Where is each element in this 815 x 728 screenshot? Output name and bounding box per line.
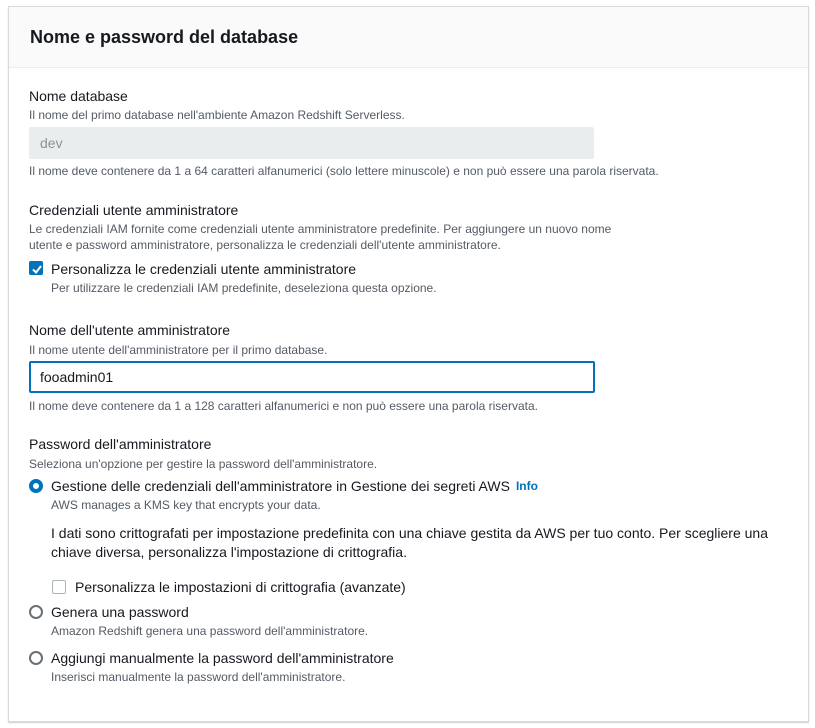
customize-credentials-checkbox[interactable] bbox=[29, 261, 43, 275]
manual-password-radio[interactable] bbox=[29, 651, 43, 665]
generate-password-radio[interactable] bbox=[29, 605, 43, 619]
check-icon bbox=[30, 262, 44, 276]
db-name-description: Il nome del primo database nell'ambiente Amazon Redshift Serverless. bbox=[29, 108, 405, 122]
manual-password-label[interactable]: Aggiungi manualmente la password dell'amministratore bbox=[51, 650, 394, 666]
secrets-manager-radio[interactable] bbox=[29, 479, 43, 493]
db-name-input[interactable]: dev bbox=[29, 127, 594, 159]
panel-header bbox=[9, 7, 808, 68]
admin-user-description: Il nome utente dell'amministratore per il primo database. bbox=[29, 343, 328, 357]
admin-credentials-description-1: Le credenziali IAM fornite come credenziali utente amministratore predefinite. Per aggiungere un nuovo nome bbox=[29, 222, 612, 236]
generate-password-label[interactable]: Genera una password bbox=[51, 604, 189, 620]
customize-credentials-label[interactable]: Personalizza le credenziali utente amministratore bbox=[51, 261, 357, 277]
secrets-manager-option[interactable] bbox=[51, 478, 538, 494]
customize-encryption-label[interactable]: Personalizza le impostazioni di crittografia (avanzate) bbox=[75, 579, 406, 595]
db-name-constraint: Il nome deve contenere da 1 a 64 caratteri alfanumerici (solo lettere minuscole) e non può essere una parola riservata. bbox=[29, 164, 659, 178]
customize-encryption-checkbox[interactable] bbox=[52, 580, 66, 594]
admin-password-description: Seleziona un'opzione per gestire la password dell'amministratore. bbox=[29, 457, 378, 471]
admin-user-input[interactable]: fooadmin01 bbox=[29, 361, 595, 393]
info-link[interactable]: Info bbox=[515, 479, 538, 493]
manual-password-description: Inserisci manualmente la password dell'amministratore. bbox=[51, 670, 346, 684]
admin-user-constraint: Il nome deve contenere da 1 a 128 caratteri alfanumerici e non può essere una parola riservata. bbox=[29, 399, 538, 413]
secrets-manager-label[interactable]: Gestione delle credenziali dell'amministratore in Gestione dei segreti AWS bbox=[51, 478, 510, 494]
db-name-label: Nome database bbox=[29, 88, 128, 104]
encryption-note-2: chiave diversa, personalizza l'impostazione di crittografia. bbox=[51, 544, 407, 560]
admin-password-label: Password dell'amministratore bbox=[29, 436, 212, 452]
panel-title: Nome e password del database bbox=[30, 26, 299, 47]
admin-user-label: Nome dell'utente amministratore bbox=[29, 322, 231, 338]
admin-credentials-label: Credenziali utente amministratore bbox=[29, 202, 239, 218]
generate-password-description: Amazon Redshift genera una password dell'amministratore. bbox=[51, 624, 369, 638]
encryption-note-1: I dati sono crittografati per impostazione predefinita con una chiave gestita da AWS per tuo conto. Per scegliere una bbox=[51, 525, 769, 541]
customize-credentials-description: Per utilizzare le credenziali IAM predefinite, deseleziona questa opzione. bbox=[51, 281, 437, 295]
secrets-manager-description: AWS manages a KMS key that encrypts your data. bbox=[51, 498, 321, 512]
admin-credentials-description-2: utente e password amministratore, personalizza le credenziali dell'utente amministratore. bbox=[29, 238, 501, 252]
